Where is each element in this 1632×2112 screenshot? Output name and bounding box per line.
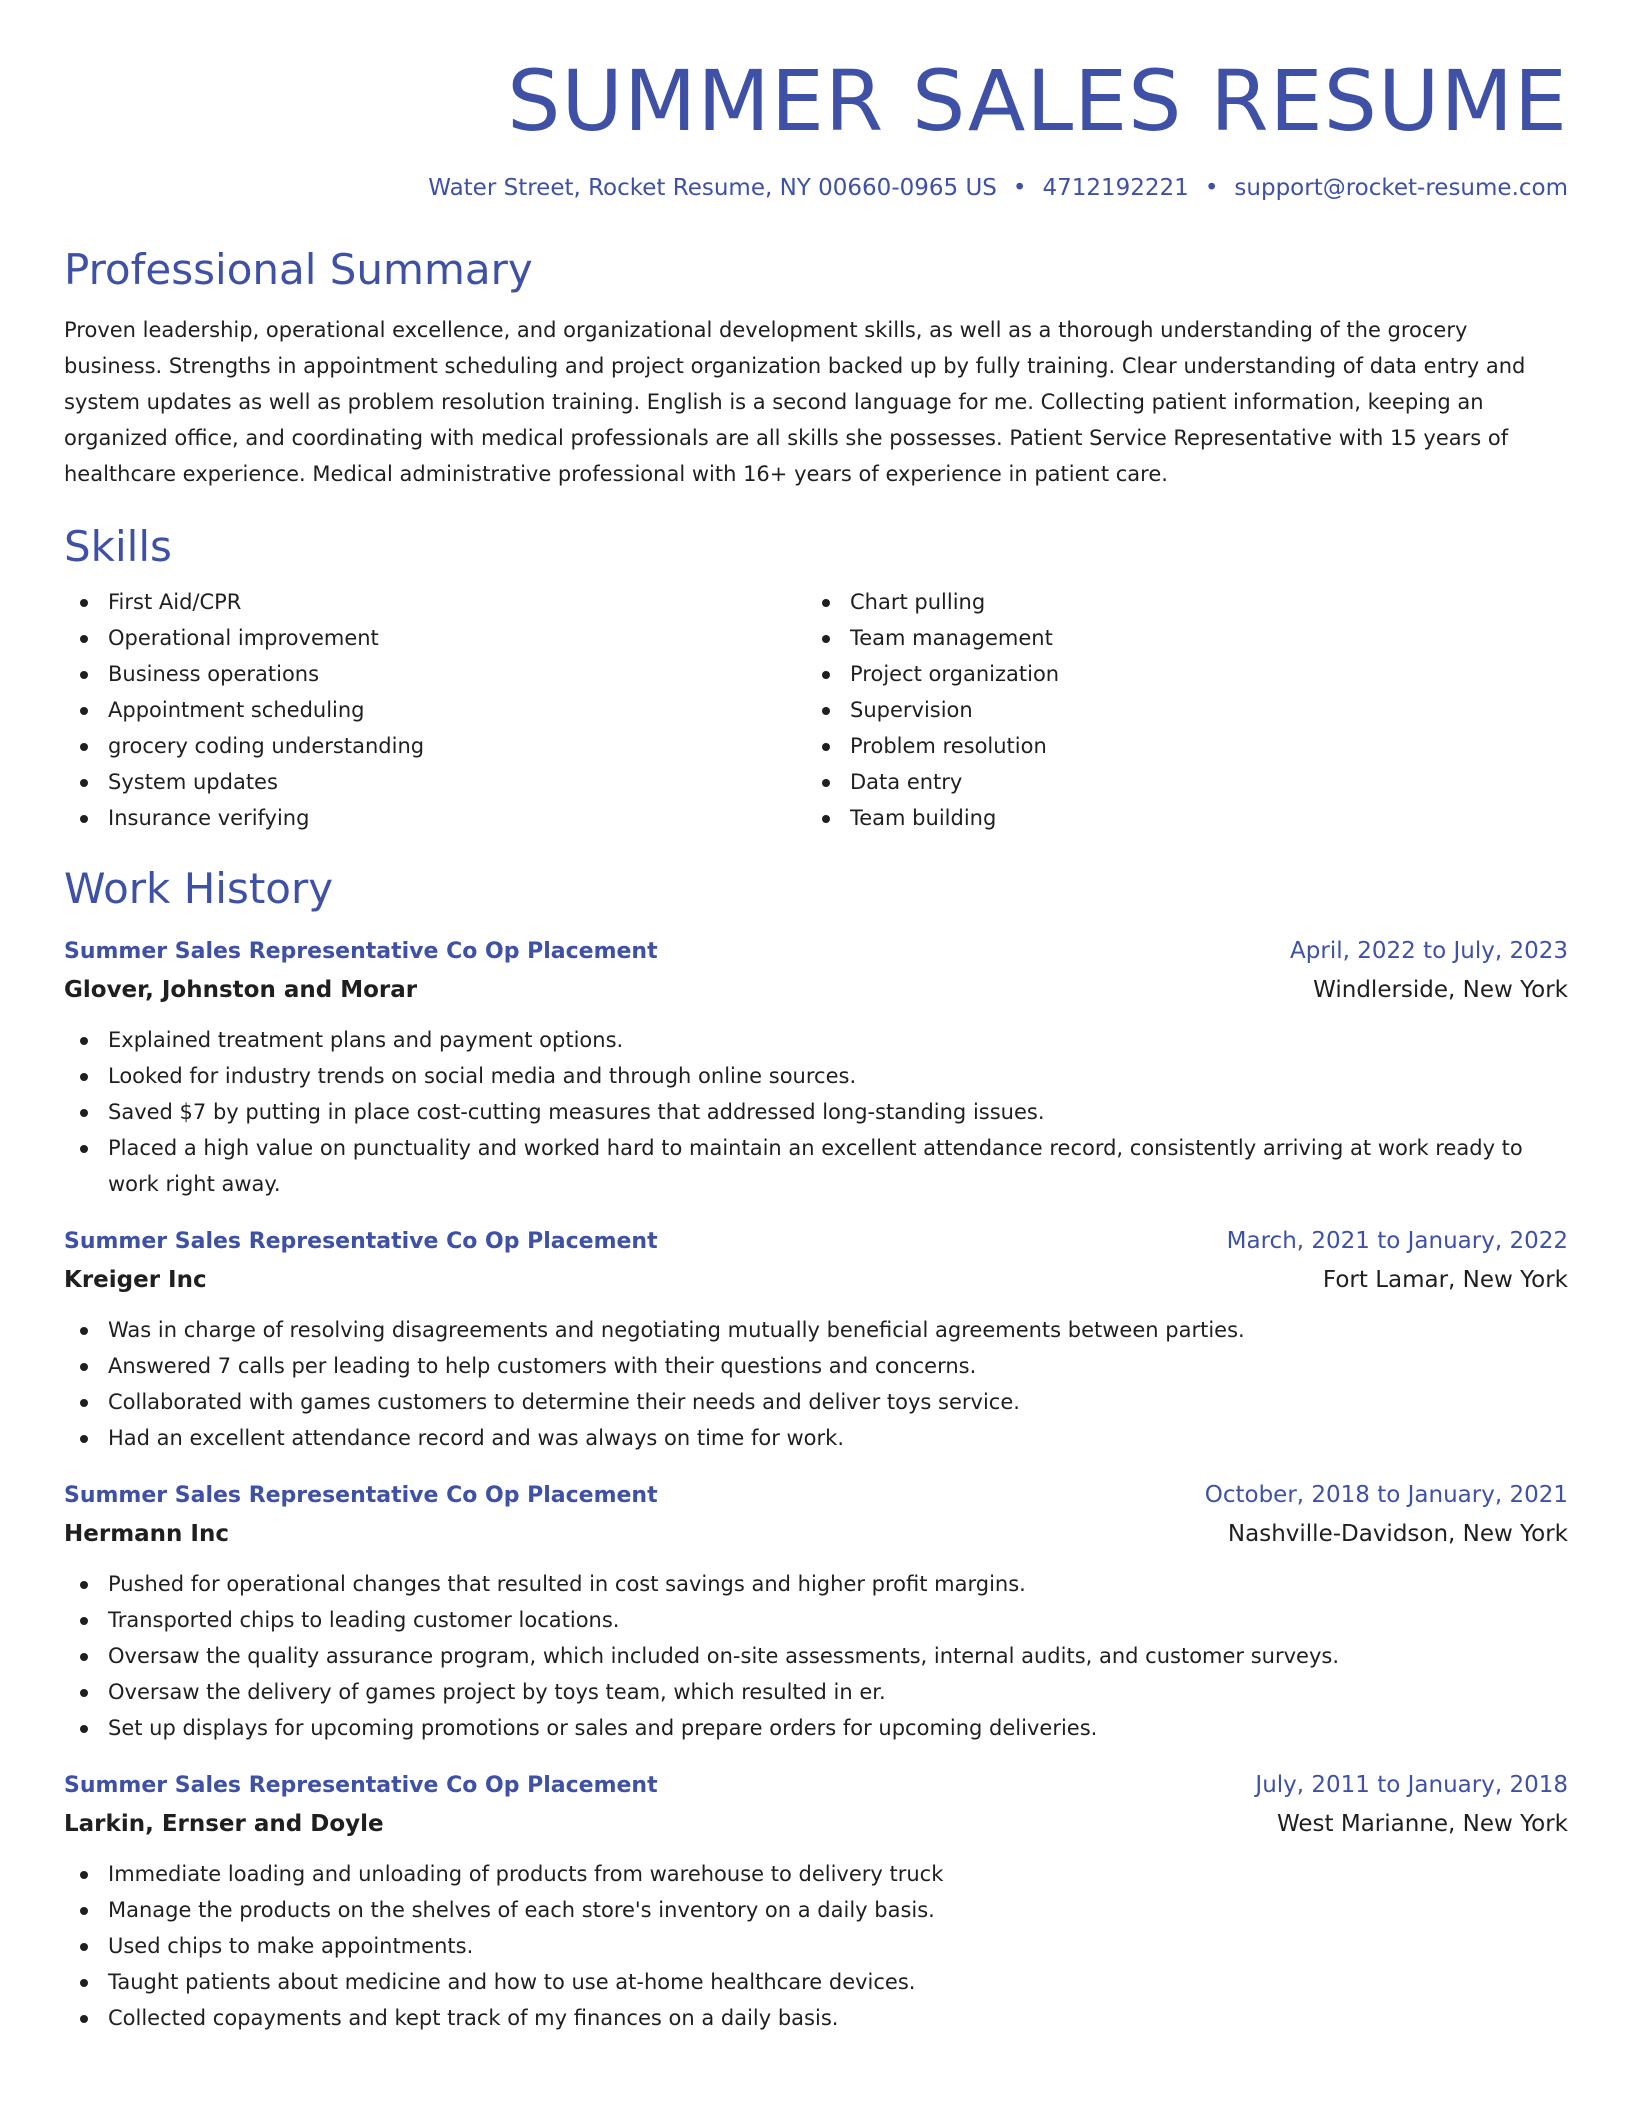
skills-list-left xyxy=(64,584,806,836)
contact-address: Water Street, Rocket Resume, NY 00660-0965 US xyxy=(428,175,997,201)
job-bullet: Answered 7 calls per leading to help customers with their questions and concerns. xyxy=(64,1348,1568,1384)
skill-item: Data entry xyxy=(806,764,1548,800)
job-company: Larkin, Ernser and Doyle xyxy=(64,1811,384,1837)
job-bullet: Collected copayments and kept track of my finances on a daily basis. xyxy=(64,2000,1568,2036)
job-bullets xyxy=(64,1566,1568,1746)
contact-line xyxy=(64,175,1568,201)
job-header-row xyxy=(64,1476,1568,1515)
summary-heading: Professional Summary xyxy=(64,245,533,294)
skill-item: Team building xyxy=(806,800,1548,836)
job-dates: March, 2021 to January, 2022 xyxy=(1226,1228,1568,1254)
skills-heading: Skills xyxy=(64,522,172,571)
skill-item: Appointment scheduling xyxy=(64,692,806,728)
job-company-row xyxy=(64,1261,1568,1299)
job-location: West Marianne, New York xyxy=(1277,1811,1568,1837)
job-bullets xyxy=(64,1856,1568,2036)
job-title: Summer Sales Representative Co Op Placement xyxy=(64,1229,658,1254)
job-dates: July, 2011 to January, 2018 xyxy=(1255,1772,1568,1798)
contact-email[interactable]: support@rocket-resume.com xyxy=(1234,175,1568,201)
job-bullet: Looked for industry trends on social media and through online sources. xyxy=(64,1058,1568,1094)
job-bullet: Transported chips to leading customer locations. xyxy=(64,1602,1568,1638)
job-location: Nashville-Davidson, New York xyxy=(1227,1521,1568,1547)
work-history-heading: Work History xyxy=(64,864,334,913)
skill-item: Insurance verifying xyxy=(64,800,806,836)
job-company: Kreiger Inc xyxy=(64,1267,207,1293)
job-bullet: Placed a high value on punctuality and worked hard to maintain an excellent attendance record, consistently arriving at work ready to work right away. xyxy=(64,1130,1568,1202)
job-company-row xyxy=(64,1805,1568,1843)
job-company-row xyxy=(64,1515,1568,1553)
resume-title: SUMMER SALES RESUME xyxy=(507,52,1568,150)
job-location: Fort Lamar, New York xyxy=(1322,1267,1568,1293)
job-bullet: Oversaw the quality assurance program, which included on-site assessments, internal audits, and customer surveys. xyxy=(64,1638,1568,1674)
skill-item: First Aid/CPR xyxy=(64,584,806,620)
job-company-row xyxy=(64,971,1568,1009)
job-entry xyxy=(64,932,1568,1202)
skill-item: Chart pulling xyxy=(806,584,1548,620)
job-company: Hermann Inc xyxy=(64,1521,229,1547)
job-bullet: Had an excellent attendance record and was always on time for work. xyxy=(64,1420,1568,1456)
skill-item: Team management xyxy=(806,620,1548,656)
job-bullet: Was in charge of resolving disagreements and negotiating mutually beneficial agreements between parties. xyxy=(64,1312,1568,1348)
job-entry xyxy=(64,1222,1568,1456)
summary-text: Proven leadership, operational excellence, and organizational development skills, as well as a thorough understanding of the grocery business. Strengths in appointment scheduling and project organization backed up by fully training. Clear understanding of data entry and system updates as well as problem resolution training. English is a second language for me. Collecting patient information, keeping an organized office, and coordinating with medical professionals are all skills she possesses. Patient Service Representative with 15 years of healthcare experience. Medical administrative professional with 16+ years of experience in patient care. xyxy=(64,318,1526,486)
skills-grid xyxy=(64,584,1568,836)
job-bullet: Saved $7 by putting in place cost-cutting measures that addressed long-standing issues. xyxy=(64,1094,1568,1130)
skills-list-right xyxy=(806,584,1548,836)
contact-separator: • xyxy=(1204,175,1219,201)
skill-item: Project organization xyxy=(806,656,1548,692)
work-history-list xyxy=(64,932,1568,2036)
job-bullet: Manage the products on the shelves of each store's inventory on a daily basis. xyxy=(64,1892,1568,1928)
contact-separator: • xyxy=(1012,175,1027,201)
job-bullets xyxy=(64,1312,1568,1456)
skill-item: Operational improvement xyxy=(64,620,806,656)
job-title: Summer Sales Representative Co Op Placement xyxy=(64,1483,658,1508)
job-bullet: Collaborated with games customers to determine their needs and deliver toys service. xyxy=(64,1384,1568,1420)
job-bullet: Explained treatment plans and payment options. xyxy=(64,1022,1568,1058)
job-bullet: Used chips to make appointments. xyxy=(64,1928,1568,1964)
job-header-row xyxy=(64,1222,1568,1261)
job-dates: April, 2022 to July, 2023 xyxy=(1290,938,1568,964)
skill-item: Supervision xyxy=(806,692,1548,728)
job-title: Summer Sales Representative Co Op Placement xyxy=(64,1773,658,1798)
skill-item: Problem resolution xyxy=(806,728,1548,764)
job-entry xyxy=(64,1766,1568,2036)
contact-phone: 4712192221 xyxy=(1042,175,1189,201)
job-bullets xyxy=(64,1022,1568,1202)
job-title: Summer Sales Representative Co Op Placement xyxy=(64,939,658,964)
skill-item: grocery coding understanding xyxy=(64,728,806,764)
job-header-row xyxy=(64,1766,1568,1805)
job-location: Windlerside, New York xyxy=(1313,977,1568,1003)
job-entry xyxy=(64,1476,1568,1746)
job-bullet: Set up displays for upcoming promotions or sales and prepare orders for upcoming deliveries. xyxy=(64,1710,1568,1746)
job-bullet: Taught patients about medicine and how to use at-home healthcare devices. xyxy=(64,1964,1568,2000)
skill-item: System updates xyxy=(64,764,806,800)
job-bullet: Immediate loading and unloading of products from warehouse to delivery truck xyxy=(64,1856,1568,1892)
job-company: Glover, Johnston and Morar xyxy=(64,977,418,1003)
job-bullet: Oversaw the delivery of games project by toys team, which resulted in er. xyxy=(64,1674,1568,1710)
job-bullet: Pushed for operational changes that resulted in cost savings and higher profit margins. xyxy=(64,1566,1568,1602)
skill-item: Business operations xyxy=(64,656,806,692)
job-dates: October, 2018 to January, 2021 xyxy=(1204,1482,1568,1508)
job-header-row xyxy=(64,932,1568,971)
